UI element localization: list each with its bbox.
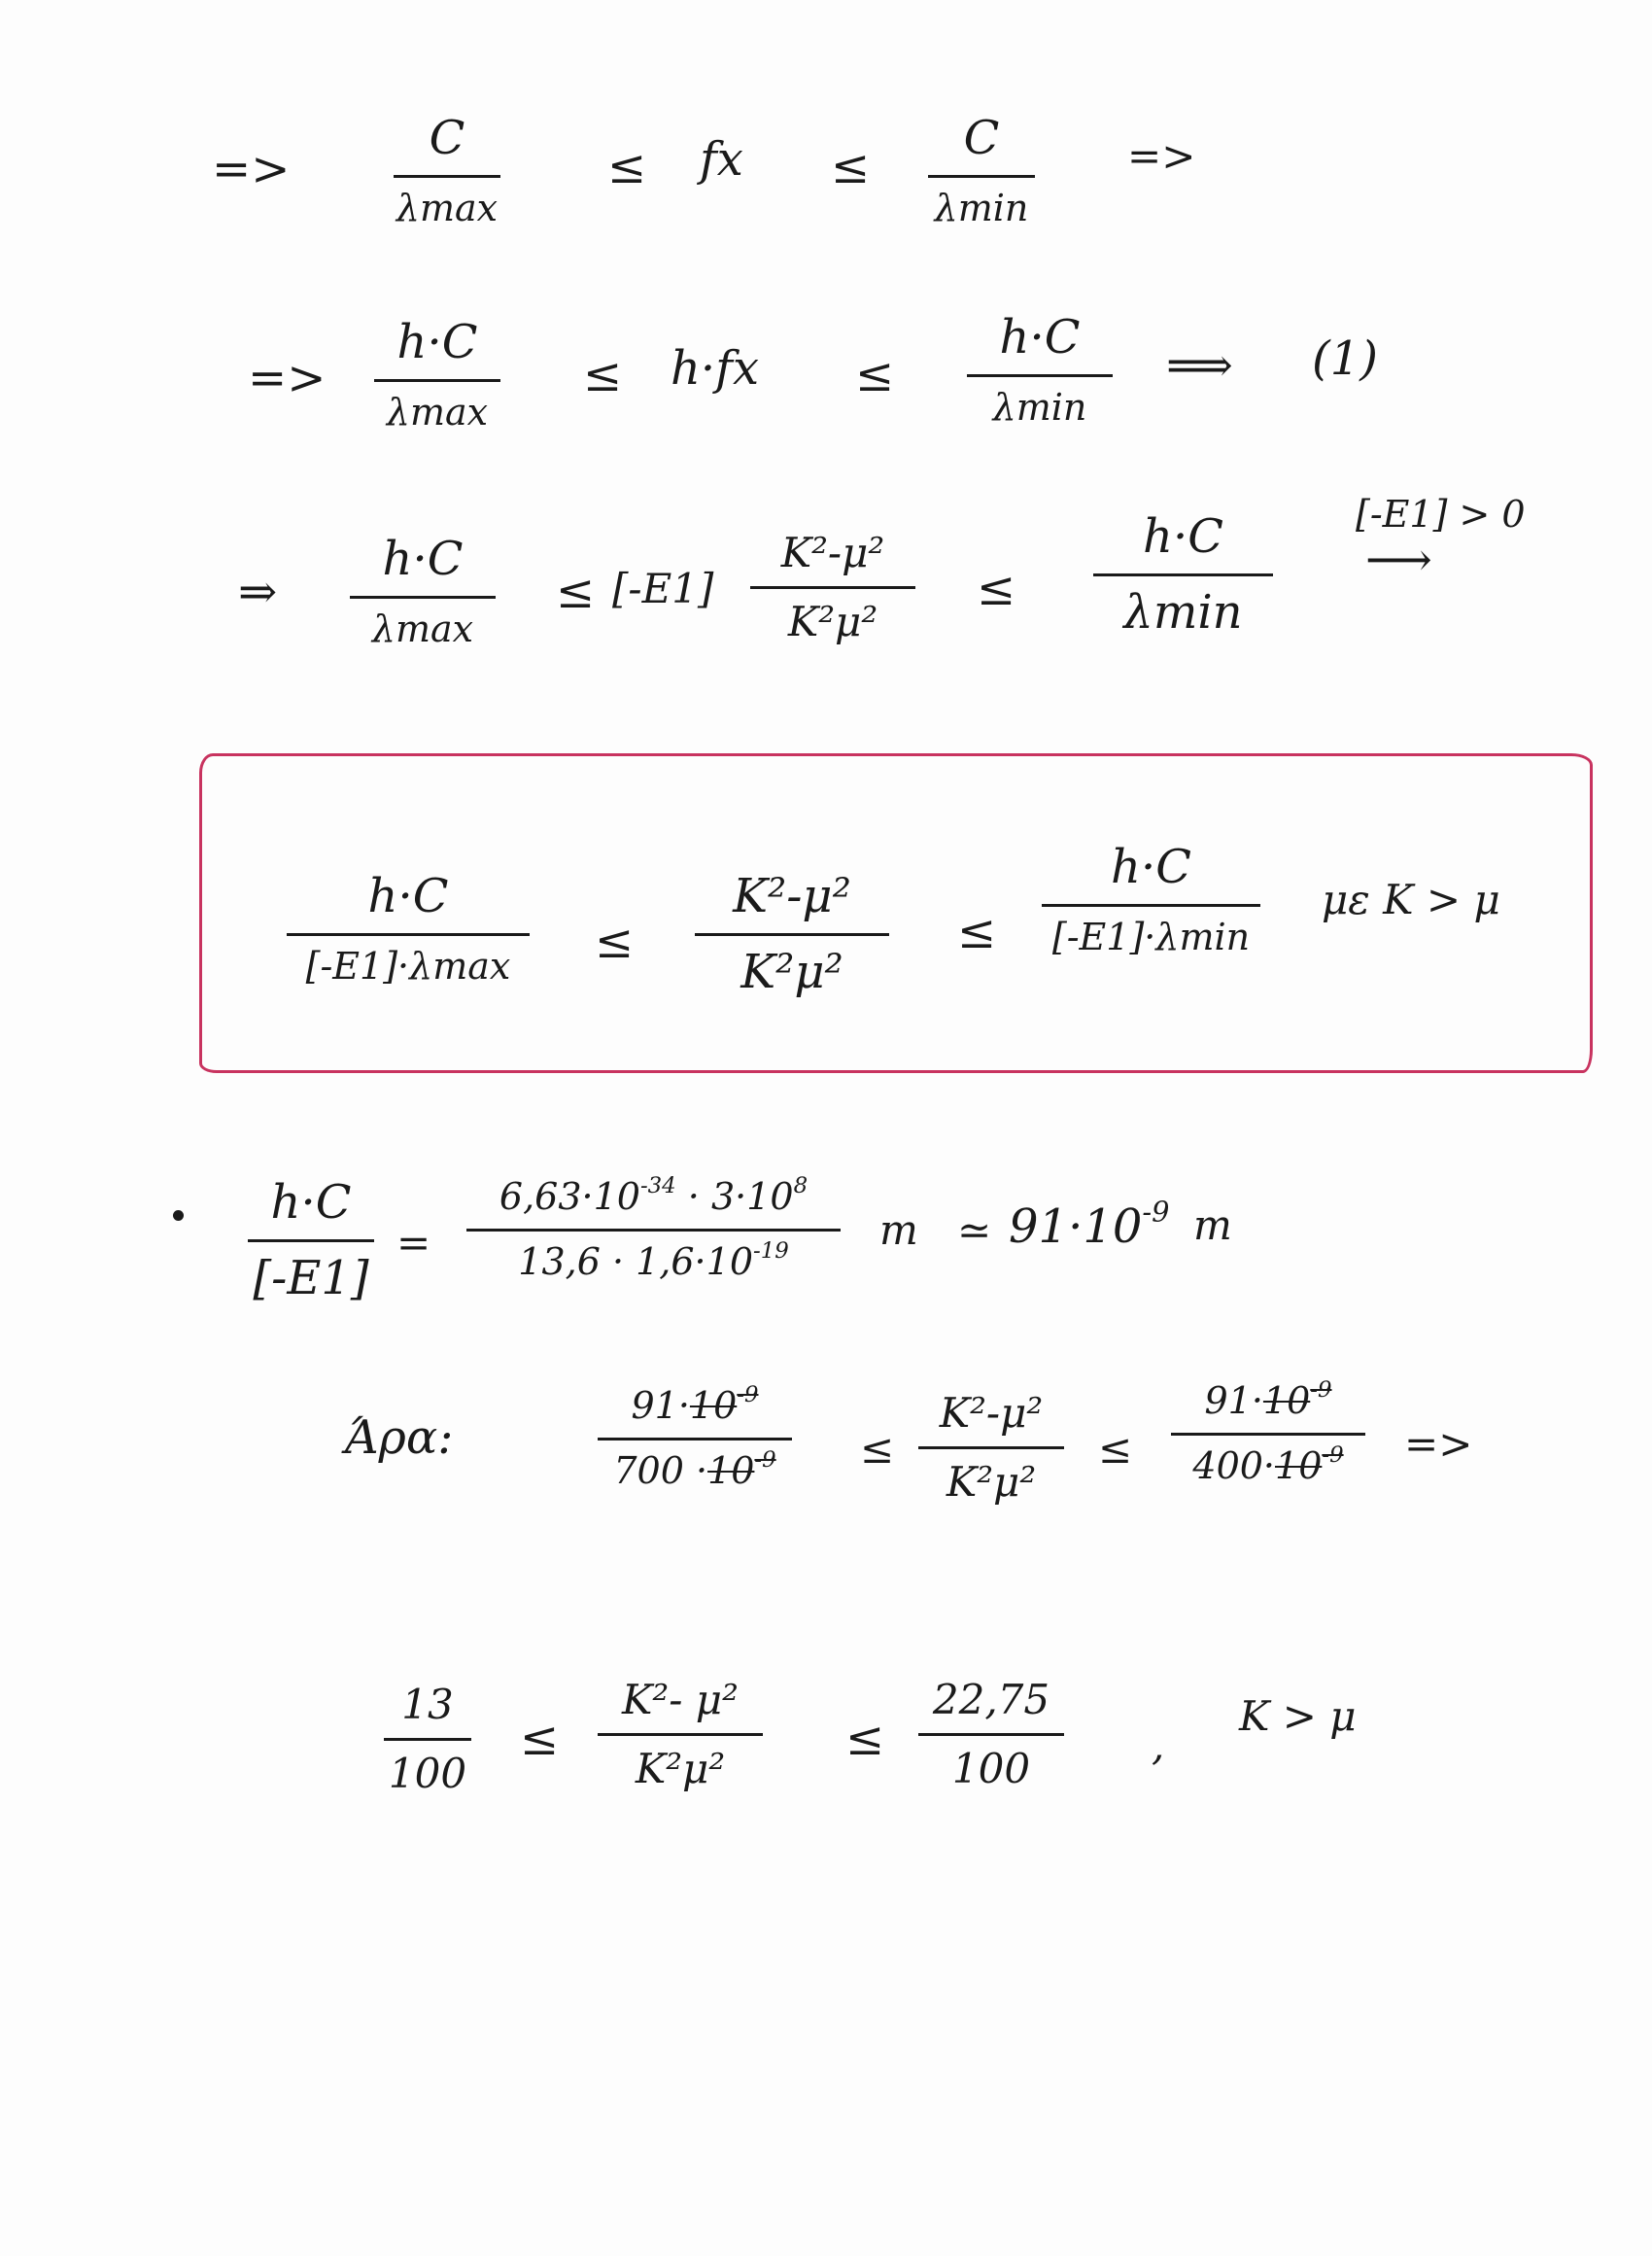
numerator: K²-μ² xyxy=(939,1389,1044,1437)
fraction-numeric-calculation xyxy=(466,1172,841,1283)
implies-arrow: => xyxy=(1404,1420,1473,1468)
numerator: C xyxy=(429,111,465,165)
fraction-k2-minus-mu2 xyxy=(695,870,889,999)
fraction-bar xyxy=(287,933,530,936)
ara-label: Άρα: xyxy=(345,1410,454,1465)
denominator xyxy=(518,1237,789,1284)
fraction-bar xyxy=(750,586,915,589)
numerator: h·C xyxy=(396,315,478,369)
denominator: K²μ² xyxy=(740,945,843,1000)
unit-m: m xyxy=(879,1206,918,1254)
fraction-bar xyxy=(695,933,889,936)
fraction-c-over-lambda-max xyxy=(394,112,500,230)
mantissa: 700 · xyxy=(613,1448,708,1492)
implies-arrow: => xyxy=(1127,132,1196,180)
leq-symbol: ≤ xyxy=(520,1712,560,1766)
mantissa: 91· xyxy=(631,1384,690,1427)
numerator: K²-μ² xyxy=(780,529,885,576)
numerator: K²- μ² xyxy=(622,1676,739,1723)
fraction-bar xyxy=(374,379,500,382)
result-value xyxy=(1009,1195,1170,1254)
speed-of-light: · 3·10 xyxy=(687,1175,794,1218)
fraction-bar xyxy=(1042,904,1260,907)
fraction-22-75-over-100 xyxy=(918,1677,1064,1793)
numerator: 22,75 xyxy=(932,1676,1050,1723)
implies-arrow: => xyxy=(248,351,327,405)
denominator: λmax xyxy=(371,607,474,651)
mantissa: 400· xyxy=(1192,1443,1276,1487)
numerator xyxy=(499,1172,809,1219)
frequency-fx: fx xyxy=(700,132,743,187)
denominator: K²μ² xyxy=(787,598,878,646)
denominator: 100 xyxy=(951,1745,1031,1793)
denominator: λmax xyxy=(386,391,489,434)
fraction-bar xyxy=(350,596,496,599)
exponent: -34 xyxy=(639,1172,676,1198)
denominator: K²μ² xyxy=(635,1745,726,1793)
implies-arrow: => xyxy=(212,142,291,196)
fraction-bar xyxy=(1093,573,1273,576)
cancelled-power: 10 xyxy=(1262,1379,1311,1422)
denominator: [-E1]·λmax xyxy=(305,945,511,989)
fraction-bar xyxy=(394,175,500,178)
numerator: h·C xyxy=(367,869,449,923)
cancelled-power: 10 xyxy=(707,1448,755,1492)
cancelled-power: 10 xyxy=(1275,1443,1323,1487)
denominator: 100 xyxy=(388,1750,467,1798)
numerator: h·C xyxy=(382,532,464,586)
denominator: [-E1]·λmin xyxy=(1051,916,1251,959)
leq-symbol: ≤ xyxy=(977,562,1016,616)
fraction-left-bound xyxy=(598,1381,792,1492)
denominator: λmax xyxy=(396,187,499,230)
numerator: h·C xyxy=(999,310,1081,364)
denominator: λmin xyxy=(1123,585,1243,641)
denominator xyxy=(1192,1441,1344,1488)
exponent: -9 xyxy=(1310,1376,1332,1403)
bullet-point xyxy=(173,1210,184,1221)
denominator xyxy=(613,1446,776,1493)
leq-symbol: ≤ xyxy=(1098,1425,1133,1473)
fraction-right-bound xyxy=(1171,1376,1365,1487)
fraction-hc-over-e1 xyxy=(248,1176,374,1305)
denominator: λmin xyxy=(934,187,1029,230)
fraction-hc-over-lambda-min xyxy=(967,311,1113,430)
fraction-bar xyxy=(918,1446,1064,1449)
fraction-k2-minus-mu2 xyxy=(598,1677,763,1793)
fraction-bar xyxy=(384,1738,471,1741)
fraction-c-over-lambda-min xyxy=(928,112,1035,230)
fraction-bar xyxy=(967,374,1113,377)
fraction-bar xyxy=(598,1733,763,1736)
long-arrow: ⟹ xyxy=(1166,338,1233,393)
comma: , xyxy=(1152,1721,1165,1769)
energy-hfx: h·fx xyxy=(671,341,760,396)
fraction-bar xyxy=(598,1438,792,1440)
fraction-hc-over-lambda-max xyxy=(350,533,496,651)
fraction-k2-minus-mu2 xyxy=(918,1390,1064,1507)
numerator xyxy=(631,1381,759,1428)
denominator: [-E1] xyxy=(253,1251,369,1306)
numerator: h·C xyxy=(1143,509,1223,564)
cancelled-power: 10 xyxy=(689,1384,738,1427)
fraction-hc-over-lambda-max xyxy=(374,316,500,434)
leq-symbol: ≤ xyxy=(957,905,997,959)
exponent: 8 xyxy=(793,1172,809,1198)
approx-symbol: ≃ xyxy=(957,1206,992,1254)
numerator: h·C xyxy=(270,1175,352,1230)
leq-symbol: ≤ xyxy=(607,140,647,194)
denominator: λmin xyxy=(992,386,1087,430)
leq-symbol: ≤ xyxy=(845,1712,885,1766)
equation-label: (1) xyxy=(1312,331,1378,386)
exponent: -9 xyxy=(1322,1441,1344,1468)
fraction-bar xyxy=(248,1239,374,1242)
result-exponent: -9 xyxy=(1142,1195,1170,1229)
leq-symbol: ≤ xyxy=(595,915,635,969)
mantissa: 91· xyxy=(1204,1379,1263,1422)
numerator xyxy=(1204,1376,1332,1423)
planck-constant: 6,63·10 xyxy=(499,1175,640,1218)
condition-e1-positive: [-E1] > 0 xyxy=(1356,493,1526,536)
numerator: h·C xyxy=(1111,840,1191,894)
numerator: C xyxy=(963,111,1000,165)
condition-k-greater-mu: K > μ xyxy=(1239,1692,1357,1740)
fraction-bar xyxy=(918,1733,1064,1736)
energy-joules: 13,6 · 1,6·10 xyxy=(518,1239,753,1283)
fraction-k2-minus-mu2 xyxy=(750,530,915,646)
condition-k-greater-mu: με K > μ xyxy=(1322,876,1500,923)
exponent: -19 xyxy=(753,1237,789,1264)
leq-symbol: ≤ xyxy=(556,565,596,619)
fraction-hc-over-e1-lambda-min xyxy=(1042,841,1260,959)
fraction-hc-over-e1-lambda-max xyxy=(287,870,530,989)
denominator: K²μ² xyxy=(946,1458,1037,1507)
exponent: -9 xyxy=(754,1446,776,1473)
result-mantissa: 91·10 xyxy=(1009,1199,1143,1254)
fraction-bar xyxy=(928,175,1035,178)
exponent: -9 xyxy=(737,1381,759,1407)
fraction-bar xyxy=(466,1229,841,1232)
fraction-hc-over-lambda-min xyxy=(1093,510,1273,640)
leq-symbol: ≤ xyxy=(855,348,895,402)
equals-sign: = xyxy=(396,1219,431,1267)
numerator: K²-μ² xyxy=(733,869,851,923)
implies-arrow: ⇒ xyxy=(238,565,278,619)
long-arrow: ⟶ xyxy=(1365,533,1432,587)
fraction-bar xyxy=(1171,1433,1365,1436)
minus-e1-bracket: [-E1] xyxy=(612,565,714,612)
leq-symbol: ≤ xyxy=(860,1425,895,1473)
leq-symbol: ≤ xyxy=(583,348,623,402)
numerator: 13 xyxy=(401,1681,454,1728)
fraction-13-over-100 xyxy=(384,1682,471,1798)
unit-m: m xyxy=(1193,1201,1232,1249)
leq-symbol: ≤ xyxy=(831,140,871,194)
